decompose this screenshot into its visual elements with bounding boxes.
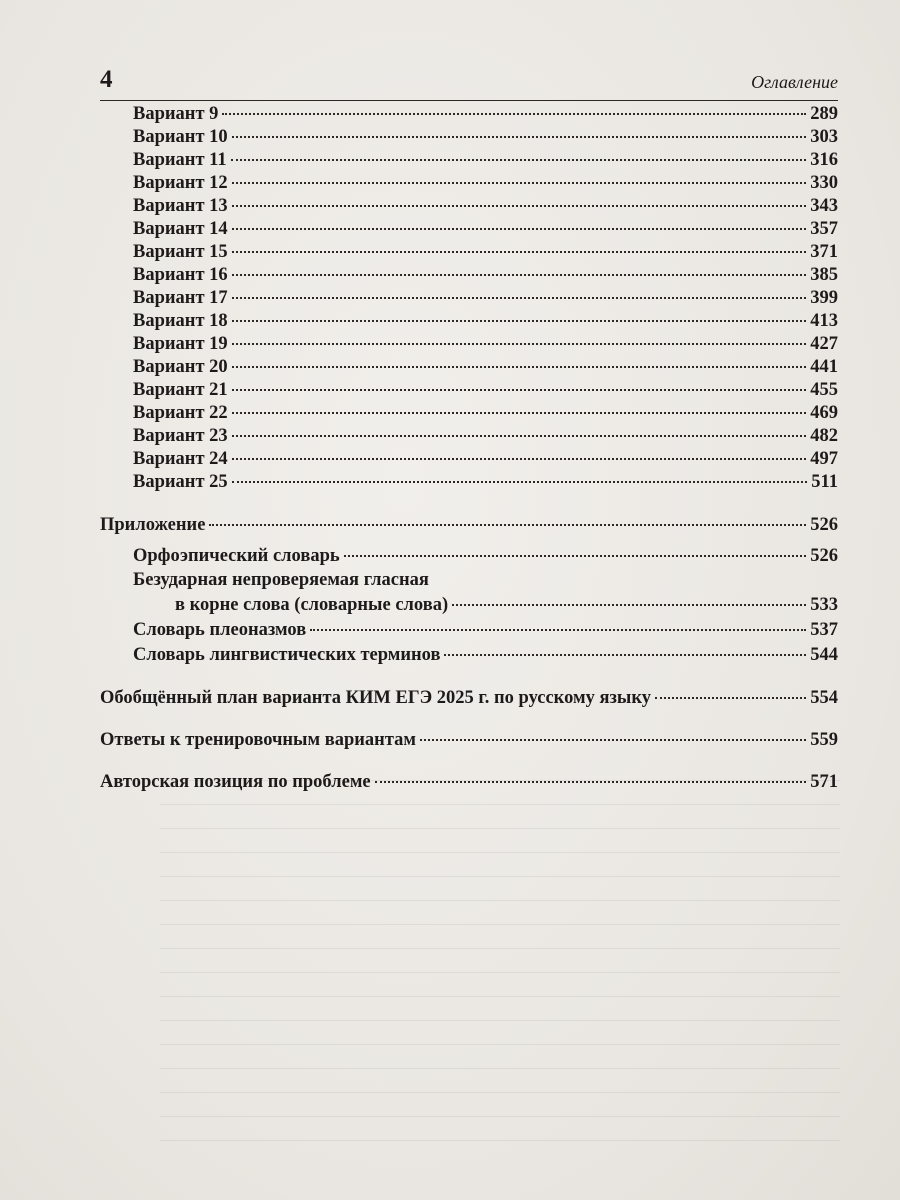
toc-entry-label: Вариант 24 bbox=[133, 449, 228, 469]
toc-entry-author-position bbox=[100, 771, 838, 794]
toc-entry-variant-19 bbox=[100, 333, 838, 356]
toc-entry-variant-23 bbox=[100, 425, 838, 448]
toc-entry-page: 526 bbox=[810, 546, 838, 566]
toc-entry-page: 357 bbox=[810, 219, 838, 239]
toc-entry-page: 371 bbox=[810, 242, 838, 262]
dot-leader bbox=[232, 435, 807, 437]
toc-entry-label: Вариант 23 bbox=[133, 426, 228, 446]
toc-entry-page: 571 bbox=[810, 772, 838, 792]
toc-entry-page: 537 bbox=[810, 620, 838, 640]
toc-entry-variant-13 bbox=[100, 195, 838, 218]
toc-entry-label: Вариант 11 bbox=[133, 150, 227, 170]
dot-leader bbox=[232, 251, 807, 253]
dot-leader bbox=[375, 781, 807, 783]
bleed-through-texture bbox=[160, 780, 840, 1160]
toc-entry-label: в корне слова (словарные слова) bbox=[175, 595, 449, 615]
toc-entry-page: 441 bbox=[810, 357, 838, 377]
page-header bbox=[100, 60, 838, 101]
table-of-contents bbox=[100, 103, 838, 794]
dot-leader bbox=[232, 320, 807, 322]
running-head: Оглавление bbox=[751, 72, 838, 92]
toc-entry-label: Вариант 10 bbox=[133, 127, 228, 147]
toc-entry-variant-24 bbox=[100, 448, 838, 471]
toc-entry-variant-11 bbox=[100, 149, 838, 172]
toc-entry-page: 427 bbox=[810, 334, 838, 354]
dot-leader bbox=[232, 412, 807, 414]
toc-entry-page: 343 bbox=[810, 196, 838, 216]
page-number: 4 bbox=[100, 66, 113, 93]
toc-entry-variant-18 bbox=[100, 310, 838, 333]
toc-entry-page: 399 bbox=[810, 288, 838, 308]
toc-entry-page: 303 bbox=[810, 127, 838, 147]
toc-entry-variant-16 bbox=[100, 264, 838, 287]
dot-leader bbox=[344, 555, 807, 557]
toc-entry-variant-22 bbox=[100, 402, 838, 425]
toc-entry-page: 482 bbox=[810, 426, 838, 446]
toc-entry-label: Вариант 19 bbox=[133, 334, 228, 354]
toc-entry-label: Вариант 18 bbox=[133, 311, 228, 331]
toc-entry-page: 455 bbox=[810, 380, 838, 400]
toc-entry-label: Словарь плеоназмов bbox=[133, 620, 307, 640]
toc-entry-label: Вариант 20 bbox=[133, 357, 228, 377]
toc-entry-page: 559 bbox=[810, 730, 838, 750]
toc-entry-label: Вариант 15 bbox=[133, 242, 228, 262]
dot-leader bbox=[232, 366, 807, 368]
toc-entry-label: Авторская позиция по проблеме bbox=[100, 772, 371, 792]
toc-entry-variant-14 bbox=[100, 218, 838, 241]
toc-entry-page: 330 bbox=[810, 173, 838, 193]
toc-entry-label: Словарь лингвистических терминов bbox=[133, 645, 441, 665]
dot-leader bbox=[232, 136, 807, 138]
toc-entry-variant-21 bbox=[100, 379, 838, 402]
toc-entry-page: 316 bbox=[810, 150, 838, 170]
toc-entry-unstressed-vowel-line1: Безударная непроверяемая гласная bbox=[133, 570, 429, 590]
toc-entry-label: Обобщённый план варианта КИМ ЕГЭ 2025 г. по русскому языку bbox=[100, 688, 651, 708]
toc-entry-linguistic-terms bbox=[100, 644, 838, 667]
toc-entry-label: Вариант 22 bbox=[133, 403, 228, 423]
dot-leader bbox=[444, 654, 806, 656]
dot-leader bbox=[655, 697, 806, 699]
toc-entry-orthoepic-dictionary bbox=[100, 545, 838, 568]
toc-entry-appendix bbox=[100, 514, 838, 537]
toc-entry-page: 413 bbox=[810, 311, 838, 331]
toc-entry-page: 526 bbox=[810, 515, 838, 535]
dot-leader bbox=[232, 389, 807, 391]
toc-entry-generalized-plan bbox=[100, 687, 838, 710]
toc-entry-label: Орфоэпический словарь bbox=[133, 546, 340, 566]
dot-leader bbox=[420, 739, 806, 741]
toc-entry-unstressed-vowel bbox=[100, 594, 838, 617]
toc-entry-page: 497 bbox=[810, 449, 838, 469]
toc-entry-answers bbox=[100, 729, 838, 752]
toc-entry-page: 289 bbox=[810, 104, 838, 124]
toc-entry-variant-20 bbox=[100, 356, 838, 379]
dot-leader bbox=[232, 481, 808, 483]
toc-entry-variant-17 bbox=[100, 287, 838, 310]
toc-entry-pleonasm-dictionary bbox=[100, 619, 838, 642]
toc-entry-page: 544 bbox=[810, 645, 838, 665]
dot-leader bbox=[232, 274, 807, 276]
toc-entry-page: 385 bbox=[810, 265, 838, 285]
dot-leader bbox=[232, 458, 807, 460]
toc-entry-variant-15 bbox=[100, 241, 838, 264]
toc-entry-variant-12 bbox=[100, 172, 838, 195]
dot-leader bbox=[209, 524, 806, 526]
dot-leader bbox=[232, 205, 807, 207]
toc-entry-label: Вариант 9 bbox=[133, 104, 219, 124]
toc-entry-label: Вариант 12 bbox=[133, 173, 228, 193]
toc-entry-label: Вариант 17 bbox=[133, 288, 228, 308]
dot-leader bbox=[452, 604, 806, 606]
dot-leader bbox=[310, 629, 806, 631]
toc-entry-page: 511 bbox=[811, 472, 838, 492]
dot-leader bbox=[232, 297, 807, 299]
toc-entry-variant-10 bbox=[100, 126, 838, 149]
toc-entry-variant-25 bbox=[100, 471, 838, 494]
toc-entry-page: 469 bbox=[810, 403, 838, 423]
toc-entry-label: Вариант 21 bbox=[133, 380, 228, 400]
toc-entry-label: Ответы к тренировочным вариантам bbox=[100, 730, 416, 750]
dot-leader bbox=[232, 228, 807, 230]
toc-entry-label: Приложение bbox=[100, 515, 206, 535]
toc-entry-label: Вариант 13 bbox=[133, 196, 228, 216]
toc-entry-label: Вариант 25 bbox=[133, 472, 228, 492]
dot-leader bbox=[232, 343, 807, 345]
toc-entry-variant-9 bbox=[100, 103, 838, 126]
dot-leader bbox=[222, 113, 806, 115]
dot-leader bbox=[231, 159, 807, 161]
toc-entry-page: 533 bbox=[810, 595, 838, 615]
toc-entry-page: 554 bbox=[810, 688, 838, 708]
dot-leader bbox=[232, 182, 807, 184]
toc-entry-label: Вариант 16 bbox=[133, 265, 228, 285]
toc-entry-label: Вариант 14 bbox=[133, 219, 228, 239]
